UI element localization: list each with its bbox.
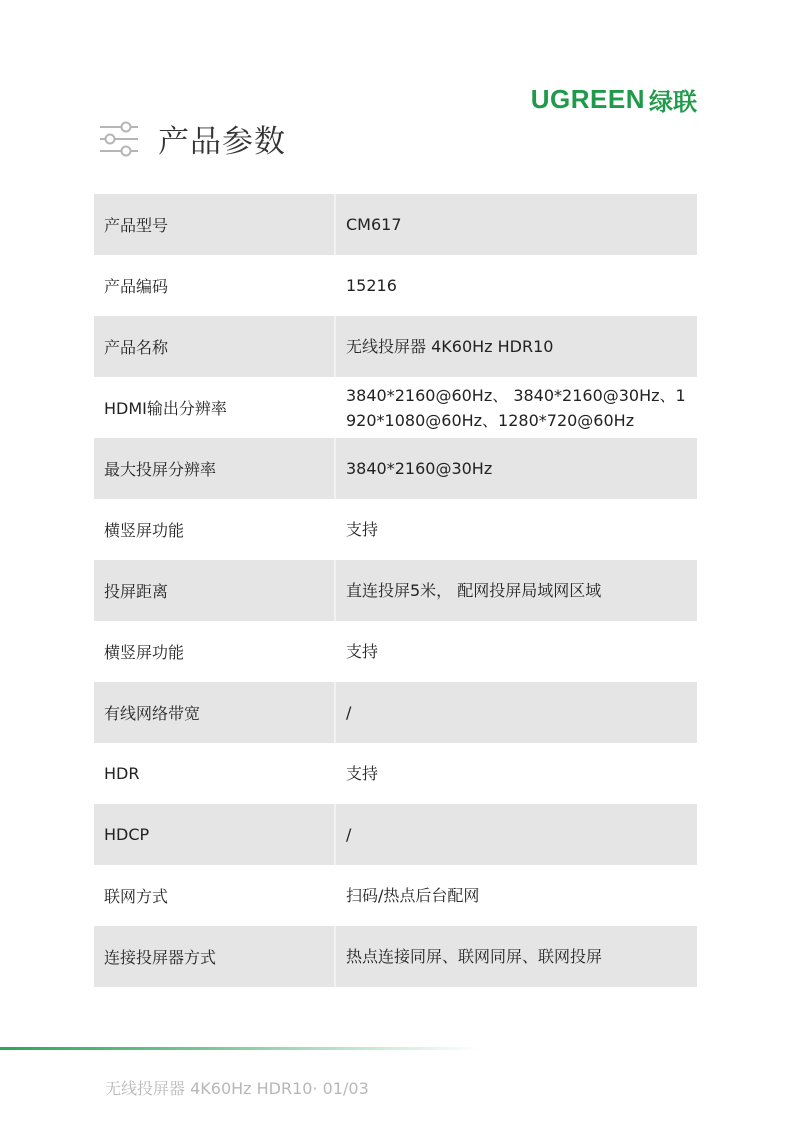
spec-label: 产品编码 bbox=[104, 277, 169, 296]
footer-divider bbox=[0, 1047, 480, 1050]
spec-label: 连接投屏器方式 bbox=[104, 948, 217, 967]
spec-row bbox=[94, 743, 697, 804]
spec-row bbox=[94, 499, 697, 560]
spec-row bbox=[94, 560, 697, 621]
brand-logo bbox=[531, 82, 697, 117]
spec-label: HDMI输出分辨率 bbox=[104, 399, 227, 418]
page-title: 产品参数 bbox=[158, 124, 286, 160]
spec-value: 无线投屏器 4K60Hz HDR10 bbox=[334, 316, 697, 377]
spec-label: 联网方式 bbox=[104, 887, 169, 906]
spec-value: 支持 bbox=[346, 642, 379, 661]
spec-row bbox=[94, 682, 697, 743]
spec-value: 直连投屏5米， 配网投屏局域网区域 bbox=[334, 560, 697, 621]
spec-label: 投屏距离 bbox=[104, 582, 169, 601]
footer-page-label: 无线投屏器 4K60Hz HDR10· 01/03 bbox=[105, 1079, 369, 1098]
brand-cjk-text: 绿联 bbox=[649, 88, 697, 116]
spec-label: 最大投屏分辨率 bbox=[104, 460, 217, 479]
spec-label: 有线网络带宽 bbox=[104, 704, 201, 723]
spec-row bbox=[94, 926, 697, 987]
spec-row bbox=[94, 316, 697, 377]
spec-label: 产品型号 bbox=[104, 216, 169, 235]
spec-row bbox=[94, 621, 697, 682]
filter-sliders-icon bbox=[98, 119, 140, 159]
spec-row bbox=[94, 438, 697, 499]
spec-value: / bbox=[334, 804, 697, 865]
spec-value: CM617 bbox=[334, 194, 697, 255]
spec-value: 支持 bbox=[346, 764, 379, 783]
spec-label: 产品名称 bbox=[104, 338, 169, 357]
spec-label: 横竖屏功能 bbox=[104, 643, 185, 662]
spec-value: 扫码/热点后台配网 bbox=[346, 886, 480, 905]
spec-label: 横竖屏功能 bbox=[104, 521, 185, 540]
spec-row bbox=[94, 194, 697, 255]
spec-table bbox=[94, 194, 697, 987]
spec-label: HDCP bbox=[104, 825, 150, 844]
spec-row bbox=[94, 865, 697, 926]
spec-value: 3840*2160@60Hz、 3840*2160@30Hz、1920*1080@60Hz、1280*720@60Hz bbox=[346, 385, 686, 430]
section-header bbox=[98, 116, 286, 161]
spec-value: / bbox=[334, 682, 697, 743]
spec-row bbox=[94, 377, 697, 438]
spec-value: 15216 bbox=[346, 276, 397, 295]
spec-value: 3840*2160@30Hz bbox=[334, 438, 697, 499]
spec-row bbox=[94, 255, 697, 316]
spec-row bbox=[94, 804, 697, 865]
spec-value: 热点连接同屏、联网同屏、联网投屏 bbox=[334, 926, 697, 987]
spec-value: 支持 bbox=[346, 520, 379, 539]
spec-label: HDR bbox=[104, 764, 140, 783]
brand-latin-text: UGREEN bbox=[530, 84, 645, 114]
